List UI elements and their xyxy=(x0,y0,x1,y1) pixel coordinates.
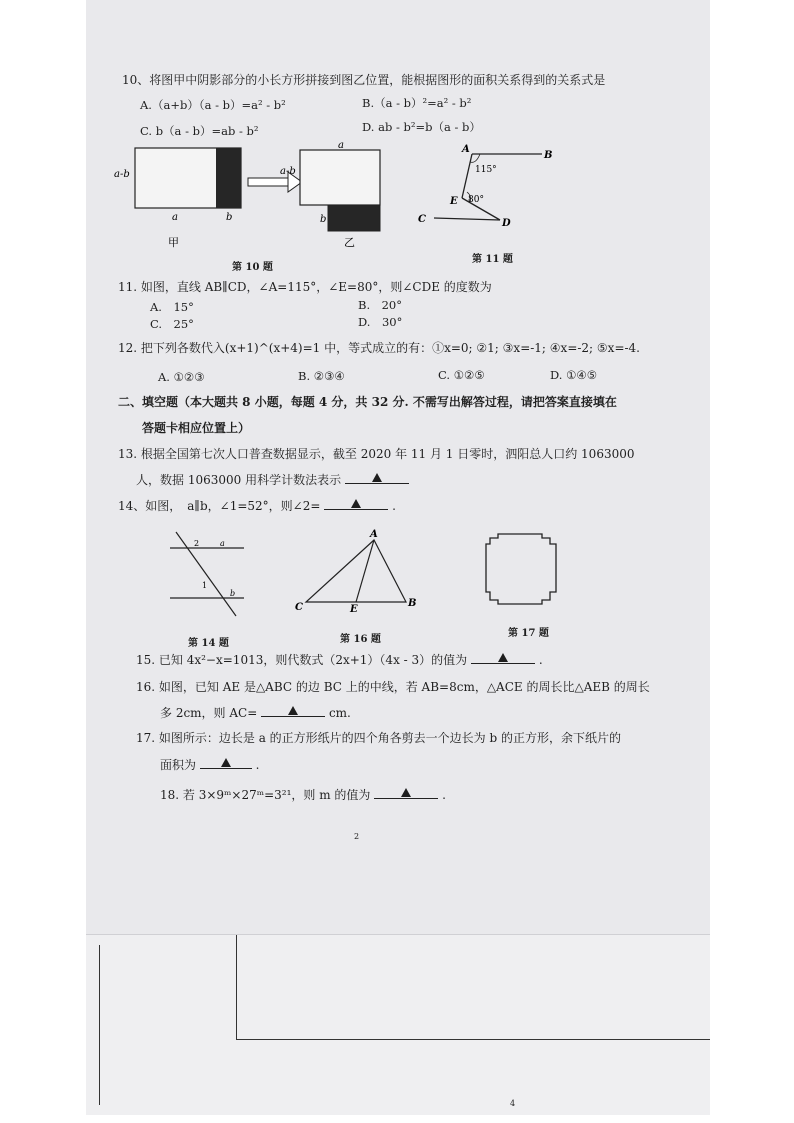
q10-caption: 第 10 题 xyxy=(232,262,273,273)
label-a-minus-b: a-b xyxy=(114,169,130,180)
label-a: A xyxy=(462,144,470,155)
label-a: a xyxy=(172,212,178,223)
label-b: b xyxy=(320,214,327,225)
label-b: B xyxy=(408,598,417,609)
triangle-marker-icon xyxy=(372,473,382,482)
figure-yi-shaded xyxy=(328,205,380,231)
q10-stem: 10、将图甲中阴影部分的小长方形拼接到图乙位置，能根据图形的面积关系得到的关系式是 xyxy=(122,73,606,87)
figure-jia-shaded xyxy=(216,148,241,208)
q18-line xyxy=(160,786,446,803)
q12-option-a: A. ①②③ xyxy=(158,370,205,384)
page-number: 2 xyxy=(354,832,360,841)
label-b: B xyxy=(544,150,553,161)
caption-yi: 乙 xyxy=(344,236,355,249)
triangle-marker-icon xyxy=(401,788,411,797)
border-line xyxy=(99,945,100,1105)
q14-figure xyxy=(164,528,254,620)
q10-option-c: C. b（a - b）=ab - b² xyxy=(140,124,259,138)
label-b: b xyxy=(230,589,236,598)
q11-caption: 第 11 题 xyxy=(472,254,513,265)
label-a: a xyxy=(338,140,344,151)
label-d: D xyxy=(502,218,511,229)
answer-blank[interactable] xyxy=(324,497,388,510)
q14-text: 14、如图， a∥b，∠1=52°，则∠2= xyxy=(118,499,321,513)
q18-text: 18. 若 3×9ᵐ×27ᵐ=3²¹，则 m 的值为 xyxy=(160,788,371,802)
label-b: b xyxy=(226,212,233,223)
caption-jia: 甲 xyxy=(168,236,179,249)
period: . xyxy=(538,653,543,667)
q17-line2 xyxy=(160,756,260,773)
q10-figure xyxy=(110,140,410,250)
q16-text: 多 2cm，则 AC= xyxy=(160,706,258,720)
arrow-body xyxy=(248,178,288,186)
label-a-minus-b: a-b xyxy=(280,166,296,177)
q12-option-c: C. ①②⑤ xyxy=(438,368,485,382)
lower-page-number: 4 xyxy=(510,1099,516,1108)
angle-e-value: 80° xyxy=(468,195,484,205)
q10-option-d: D. ab - b²=b（a - b） xyxy=(362,120,481,134)
label-a: A xyxy=(370,529,378,540)
q14-caption: 第 14 题 xyxy=(188,638,229,649)
next-page-edge xyxy=(86,934,710,1115)
label-2: 2 xyxy=(194,539,200,548)
q11-figure xyxy=(412,140,572,240)
q13-text: 人，数据 1063000 用科学计数法表示 xyxy=(136,473,342,487)
median-ae xyxy=(356,540,374,602)
q11-option-b: B. 20° xyxy=(358,298,402,312)
q17-caption: 第 17 题 xyxy=(508,628,549,639)
period: . xyxy=(255,758,260,772)
line-cd xyxy=(434,218,500,220)
q12-option-b: B. ②③④ xyxy=(298,369,345,383)
label-c: C xyxy=(418,214,426,225)
transversal xyxy=(176,532,236,616)
section-2-heading-cont: 答题卡相应位置上） xyxy=(142,421,251,435)
answer-blank[interactable] xyxy=(345,471,409,484)
q17-line1: 17. 如图所示：边长是 a 的正方形纸片的四个角各剪去一个边长为 b 的正方形，余下纸片的 xyxy=(136,731,621,745)
answer-blank[interactable] xyxy=(471,651,535,664)
label-e: E xyxy=(450,196,458,207)
triangle-marker-icon xyxy=(498,653,508,662)
q11-option-c: C. 25° xyxy=(150,317,194,331)
q14-line xyxy=(118,497,396,514)
q12-option-d: D. ①④⑤ xyxy=(550,368,598,382)
border-line xyxy=(236,935,237,1039)
section-2-heading: 二、填空题（本大题共 8 小题，每题 4 分，共 32 分. 不需写出解答过程，请把答案直接填在 xyxy=(118,395,617,409)
triangle-marker-icon xyxy=(221,758,231,767)
q10-option-b: B.（a - b）²=a² - b² xyxy=(362,96,472,110)
label-c: C xyxy=(295,602,303,613)
triangle-abc xyxy=(306,540,406,602)
label-a: a xyxy=(220,539,225,548)
q17-figure xyxy=(478,528,562,612)
q13-line1: 13. 根据全国第七次人口普查数据显示，截至 2020 年 11 月 1 日零时，泗阳总人口约 1063000 xyxy=(118,447,635,461)
q16-line1: 16. 如图，已知 AE 是△ABC 的边 BC 上的中线，若 AB=8cm，△ACE 的周长比△AEB 的周长 xyxy=(136,680,650,694)
q17-text: 面积为 xyxy=(160,758,197,772)
q13-line2 xyxy=(136,471,409,488)
q16-figure xyxy=(292,528,422,614)
triangle-marker-icon xyxy=(288,706,298,715)
answer-blank[interactable] xyxy=(261,704,325,717)
q11-option-d: D. 30° xyxy=(358,315,403,329)
angle-a-value: 115° xyxy=(475,165,497,175)
q12-stem: 12. 把下列各数代入(x+1)^(x+4)=1 中，等式成立的有：①x=0; ②1; ③x=-1; ④x=-2; ⑤x=-4. xyxy=(118,341,641,355)
border-line xyxy=(236,1039,710,1040)
segment-ae xyxy=(462,154,472,198)
q10-option-a: A.（a+b）（a - b）=a² - b² xyxy=(140,98,286,112)
answer-blank[interactable] xyxy=(200,756,252,769)
label-e: E xyxy=(350,604,358,614)
triangle-marker-icon xyxy=(351,499,361,508)
period: . xyxy=(442,788,446,802)
figure-yi-rect xyxy=(300,150,380,205)
label-1: 1 xyxy=(202,581,208,590)
q15-text: 15. 已知 4x²−x=1013，则代数式（2x+1）（4x - 3）的值为 xyxy=(136,653,468,667)
q11-option-a: A. 15° xyxy=(150,300,194,314)
cut-square-outline xyxy=(486,534,556,604)
q16-caption: 第 16 题 xyxy=(340,634,381,645)
period: . xyxy=(392,499,396,513)
q15-line xyxy=(136,651,543,668)
q16-line2 xyxy=(160,704,351,721)
answer-blank[interactable] xyxy=(374,786,438,799)
q16-unit: cm. xyxy=(328,706,351,720)
q11-stem: 11. 如图，直线 AB∥CD，∠A=115°，∠E=80°，则∠CDE 的度数为 xyxy=(118,280,492,294)
